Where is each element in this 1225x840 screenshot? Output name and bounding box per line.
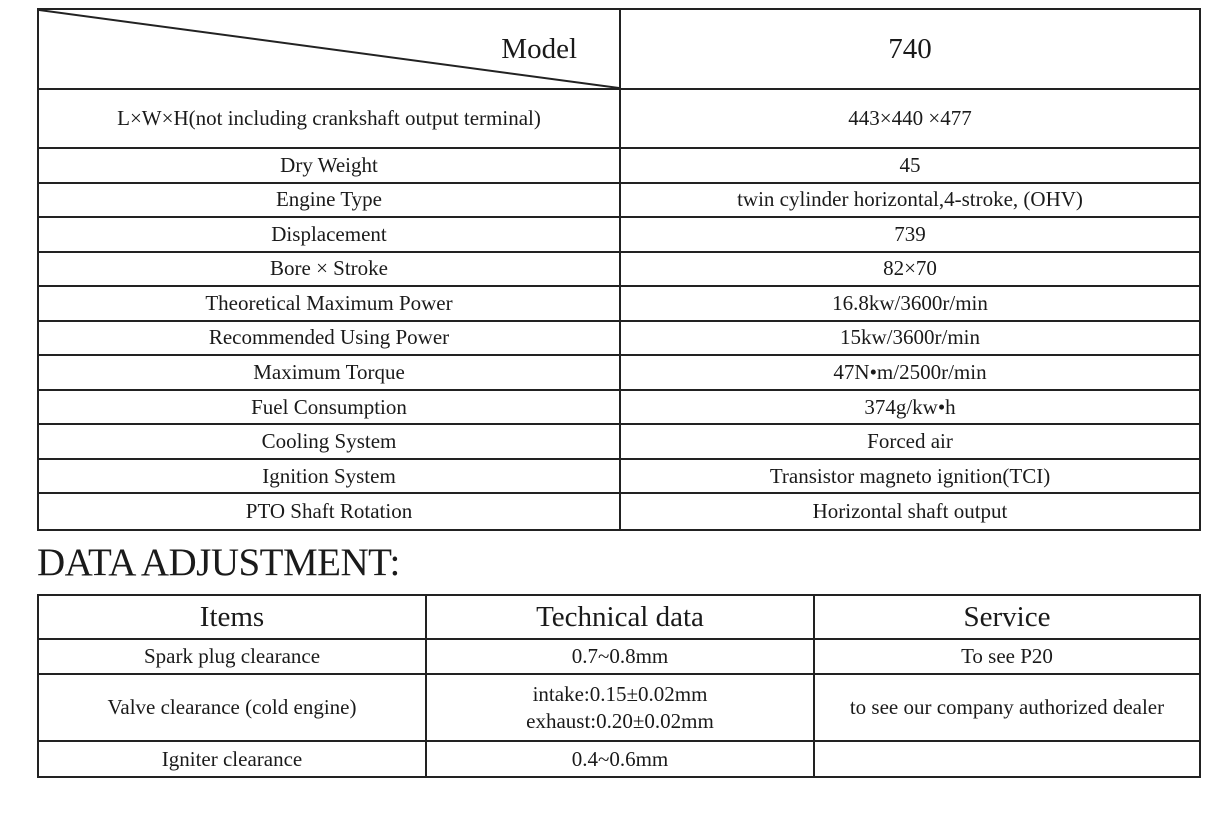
adjust-header-items: Items bbox=[39, 596, 427, 640]
spec-row-label: Engine Type bbox=[39, 184, 621, 219]
spec-row-label: Maximum Torque bbox=[39, 356, 621, 391]
adjust-item: Valve clearance (cold engine) bbox=[39, 675, 427, 742]
adjust-item: Spark plug clearance bbox=[39, 640, 427, 675]
spec-row-label: Recommended Using Power bbox=[39, 322, 621, 357]
spec-row-label: L×W×H(not including crankshaft output terminal) bbox=[39, 90, 621, 149]
spec-row-label: PTO Shaft Rotation bbox=[39, 494, 621, 529]
adjustment-table bbox=[37, 594, 1201, 778]
spec-table bbox=[37, 8, 1201, 531]
spec-row-value: 16.8kw/3600r/min bbox=[621, 287, 1199, 322]
spec-row-value: twin cylinder horizontal,4-stroke, (OHV) bbox=[621, 184, 1199, 219]
adjust-service bbox=[815, 742, 1199, 776]
spec-row-label: Dry Weight bbox=[39, 149, 621, 184]
spec-header-label: Model bbox=[501, 32, 577, 65]
adjust-data-line: 0.4~0.6mm bbox=[571, 746, 669, 771]
adjust-service: To see P20 bbox=[815, 640, 1199, 675]
spec-header-label-cell bbox=[39, 10, 621, 90]
adjust-header-service: Service bbox=[815, 596, 1199, 640]
spec-header-value: 740 bbox=[621, 10, 1199, 90]
spec-row-label: Theoretical Maximum Power bbox=[39, 287, 621, 322]
spec-row-value: Forced air bbox=[621, 425, 1199, 460]
adjust-data bbox=[427, 742, 815, 776]
adjust-item: Igniter clearance bbox=[39, 742, 427, 776]
spec-row-value: 374g/kw•h bbox=[621, 391, 1199, 426]
adjust-data-line: intake:0.15±0.02mm bbox=[532, 682, 708, 707]
spec-row-value: 82×70 bbox=[621, 253, 1199, 288]
adjust-data-line: 0.7~0.8mm bbox=[571, 644, 669, 669]
spec-row-value: 47N•m/2500r/min bbox=[621, 356, 1199, 391]
spec-row-label: Fuel Consumption bbox=[39, 391, 621, 426]
adjust-data-line: exhaust:0.20±0.02mm bbox=[526, 708, 714, 733]
section-title: DATA ADJUSTMENT: bbox=[37, 541, 400, 584]
spec-row-value: 739 bbox=[621, 218, 1199, 253]
spec-row-value: Transistor magneto ignition(TCI) bbox=[621, 460, 1199, 495]
adjust-data bbox=[427, 675, 815, 742]
spec-row-label: Bore × Stroke bbox=[39, 253, 621, 288]
adjust-service: to see our company authorized dealer bbox=[815, 675, 1199, 742]
spec-row-label: Ignition System bbox=[39, 460, 621, 495]
spec-row-value: Horizontal shaft output bbox=[812, 499, 1008, 524]
spec-row-value: 15kw/3600r/min bbox=[621, 322, 1199, 357]
adjust-header-technical-data: Technical data bbox=[427, 596, 815, 640]
spec-row-value: 45 bbox=[621, 149, 1199, 184]
adjust-data bbox=[427, 640, 815, 675]
spec-row-label: Cooling System bbox=[39, 425, 621, 460]
spec-row-label: Displacement bbox=[39, 218, 621, 253]
spec-row-value: 443×440 ×477 bbox=[621, 90, 1199, 149]
